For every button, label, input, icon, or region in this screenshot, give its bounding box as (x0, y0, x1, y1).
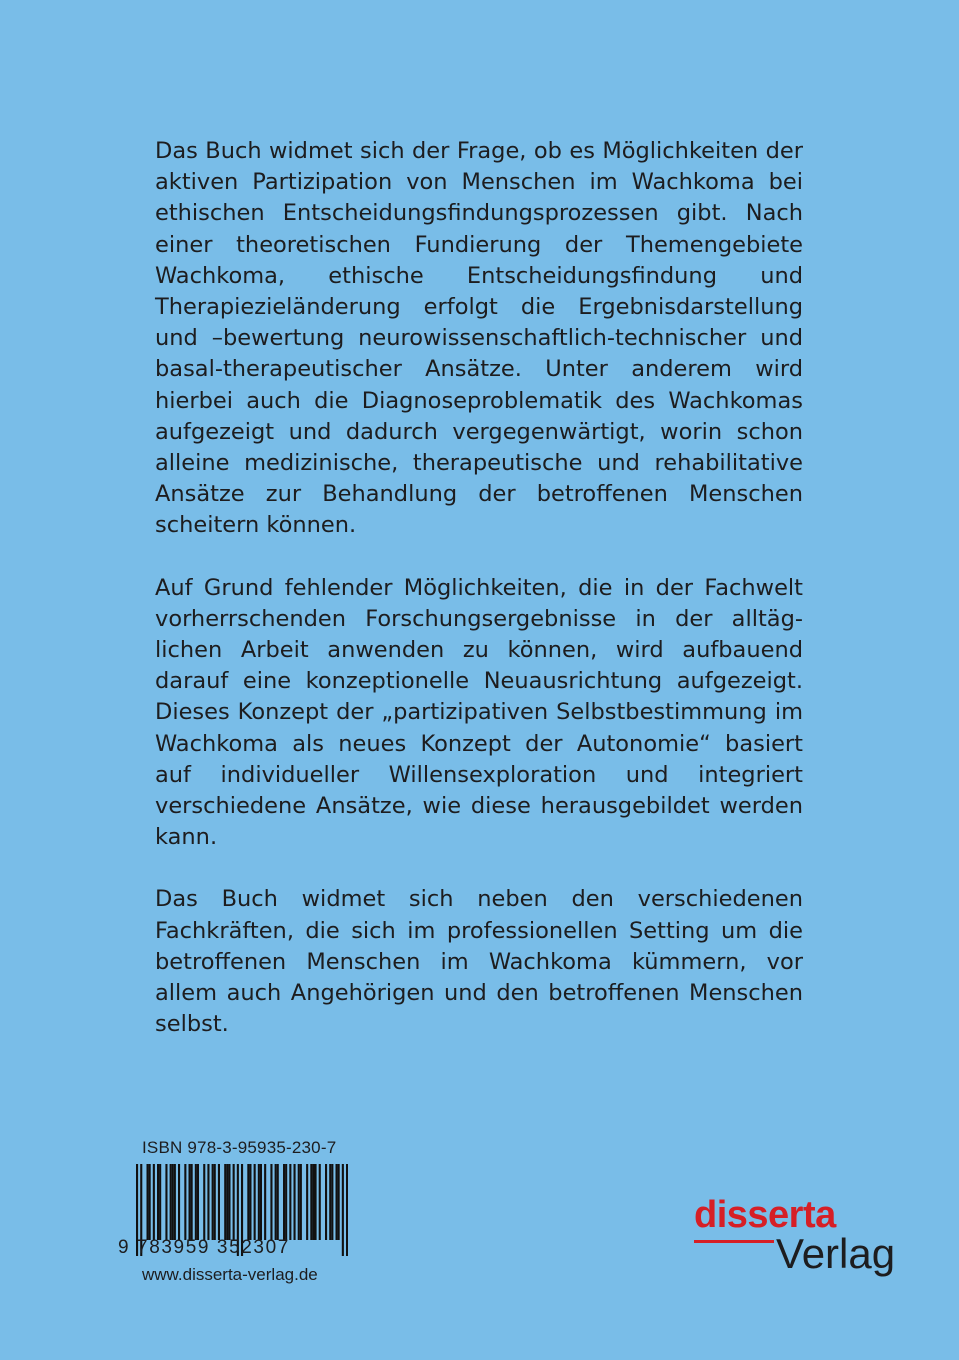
barcode-bar (338, 1164, 340, 1240)
barcode-bar (331, 1164, 333, 1240)
barcode-bar (224, 1164, 226, 1240)
barcode-bar (149, 1164, 151, 1240)
logo-wordmark-verlag: Verlag (776, 1230, 896, 1277)
barcode-bar (233, 1164, 235, 1240)
barcode-bar (300, 1164, 302, 1240)
barcode-bar (336, 1164, 338, 1240)
back-cover-blurb (155, 136, 803, 1071)
barcode-bar (270, 1164, 272, 1240)
barcode-bar (306, 1164, 308, 1240)
barcode-bar (249, 1164, 251, 1240)
barcode-bar (172, 1164, 174, 1240)
barcode-bar (247, 1164, 249, 1240)
barcode-bar (165, 1164, 167, 1240)
barcode-bar (174, 1164, 176, 1240)
barcode-bar (258, 1164, 260, 1240)
barcode-bar (191, 1164, 193, 1240)
isbn-label: ISBN 978-3-95935-230-7 (142, 1138, 337, 1157)
barcode-bar (315, 1164, 317, 1240)
barcode-bar (260, 1164, 262, 1240)
blurb-paragraph-3: Das Buch widmet sich neben den verschiedenen Fachkräften, die sich im professionellen Setting um die betroffenen Menschen im Wachkoma kümmern, vor allem auch Angehörigen und den betroffenen Menschen selbst. (155, 886, 803, 1038)
logo-underline (694, 1240, 774, 1243)
barcode-bar (283, 1164, 285, 1240)
barcode-bar (319, 1164, 321, 1240)
barcode-bar (157, 1164, 159, 1240)
barcode-bar (254, 1164, 256, 1240)
barcode-bar (184, 1164, 186, 1240)
barcode-bar (298, 1164, 300, 1240)
barcode-bar (275, 1164, 277, 1240)
publisher-website: www.disserta-verlag.de (142, 1265, 318, 1284)
barcode-bar (228, 1164, 230, 1240)
barcode-bar (310, 1164, 312, 1240)
barcode-bar (289, 1164, 291, 1240)
barcode-bar (312, 1164, 314, 1240)
logo-wordmark-disserta: disserta (694, 1194, 836, 1236)
barcode-bar (153, 1164, 155, 1240)
barcode-bar (197, 1164, 199, 1240)
barcode-bar (325, 1164, 327, 1240)
publisher-logo (694, 1195, 904, 1287)
barcode-bar (147, 1164, 149, 1240)
barcode-bar (329, 1164, 331, 1240)
barcode-bar (294, 1164, 296, 1240)
barcode-bar (207, 1164, 209, 1240)
barcode-bar (218, 1164, 220, 1240)
blurb-paragraph-1: Das Buch widmet sich der Frage, ob es Möglichkeiten der aktiven Partizipation von Menschen im Wachkoma bei ethischen Entscheidungsfindungsprozessen gibt. Nach einer theoretischen Fundierung der Themengebiete Wachkoma, ethische Entscheidungsfindung und Therapiezieländerung erfolgt die Ergebnisdarstellung und –bewertung neurowissenschaftlich-technischer und basal-therapeutischer Ansätze. Unter anderem wird hierbei auch die Diagnoseproblematik des Wachkomas aufgezeigt und dadurch vergegenwärtigt, worin schon alleine medizinische, therapeutische und rehabilitative Ansätze zur Behandlung der betroffenen Menschen scheitern können. (155, 138, 803, 539)
barcode-bar (195, 1164, 197, 1240)
barcode-bar (264, 1164, 266, 1240)
barcode-bar (178, 1164, 180, 1240)
barcode-bar (346, 1164, 348, 1256)
barcode-bar (226, 1164, 228, 1240)
barcode-bar (212, 1164, 214, 1240)
barcode-bar (285, 1164, 287, 1240)
ean-digits: 9 783959 352307 (118, 1237, 290, 1258)
barcode-bar (214, 1164, 216, 1240)
barcode-bar (170, 1164, 172, 1240)
barcode-bar (203, 1164, 205, 1240)
barcode-bar (342, 1164, 344, 1256)
barcode-bar (277, 1164, 279, 1240)
blurb-paragraph-2: Auf Grund fehlender Möglichkeiten, die in der Fachwelt vorherrschenden Forschungsergebnisse in der alltäglichen Arbeit anwenden zu können, wird aufbauend darauf eine konzeptionelle Neuausrichtung aufgezeigt. Dieses Konzept der „partizipativen Selbstbestimmung im Wachkoma als neues Konzept der Autonomie“ basiert auf individueller Willensexploration und integriert verschiedene Ansätze, wie diese herausgebildet werden kann. (155, 574, 803, 851)
barcode-bar (189, 1164, 191, 1240)
barcode-bar (159, 1164, 161, 1240)
